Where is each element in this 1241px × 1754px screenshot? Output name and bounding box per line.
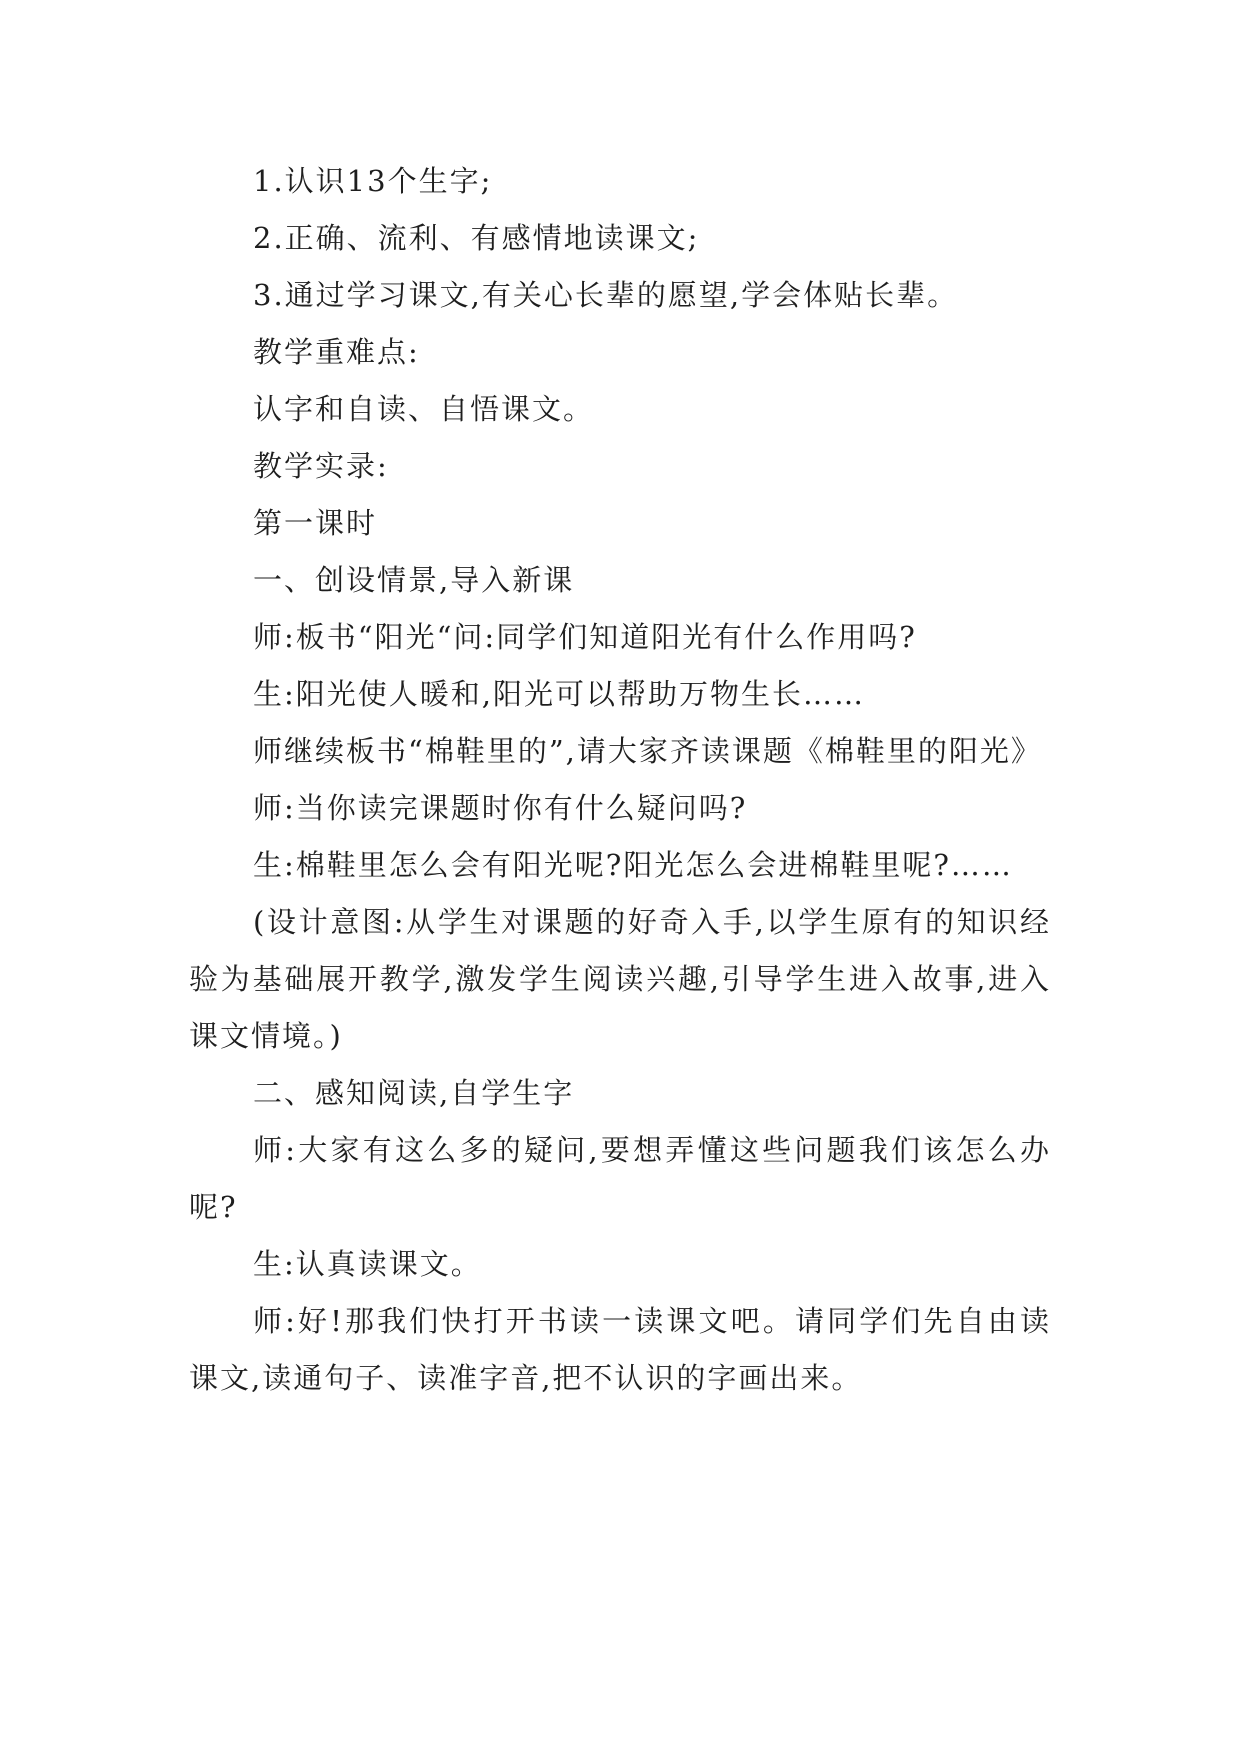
student-line-2: 生:棉鞋里怎么会有阳光呢?阳光怎么会进棉鞋里呢?…… (253, 848, 1013, 882)
key-difficulties-text: 认字和自读、自悟课文。 (253, 392, 595, 426)
teacher-line-3: 师:当你读完课题时你有什么疑问吗? (253, 791, 748, 825)
teacher-line-2: 师继续板书“棉鞋里的”,请大家齐读课题《棉鞋里的阳光》 (253, 734, 1042, 768)
section-2-heading: 二、感知阅读,自学生字 (253, 1076, 575, 1110)
objective-1: 1.认识13个生字; (253, 164, 493, 198)
objective-2: 2.正确、流利、有感情地读课文; (253, 221, 700, 255)
teacher-line-5: 师:好!那我们快打开书读一读课文吧。请同学们先自由读课文,读通句子、读准字音,把不认识的字画出来。 (189, 1304, 1051, 1395)
teacher-line-4: 师:大家有这么多的疑问,要想弄懂这些问题我们该怎么办呢? (189, 1133, 1051, 1224)
objective-3: 3.通过学习课文,有关心长辈的愿望,学会体贴长辈。 (253, 278, 959, 312)
design-intent-note: (设计意图:从学生对课题的好奇入手,以学生原有的知识经验为基础展开教学,激发学生阅读兴趣,引导学生进入故事,进入课文情境。) (189, 905, 1051, 1053)
teaching-record-heading: 教学实录: (253, 449, 389, 483)
document-body (189, 153, 1051, 1407)
student-line-3: 生:认真读课文。 (253, 1247, 482, 1281)
teacher-line-1: 师:板书“阳光“问:同学们知道阳光有什么作用吗? (253, 620, 917, 654)
lesson-heading: 第一课时 (253, 506, 378, 540)
student-line-1: 生:阳光使人暖和,阳光可以帮助万物生长…… (253, 677, 865, 711)
section-1-heading: 一、创设情景,导入新课 (253, 563, 575, 597)
key-difficulties-heading: 教学重难点: (253, 335, 420, 369)
